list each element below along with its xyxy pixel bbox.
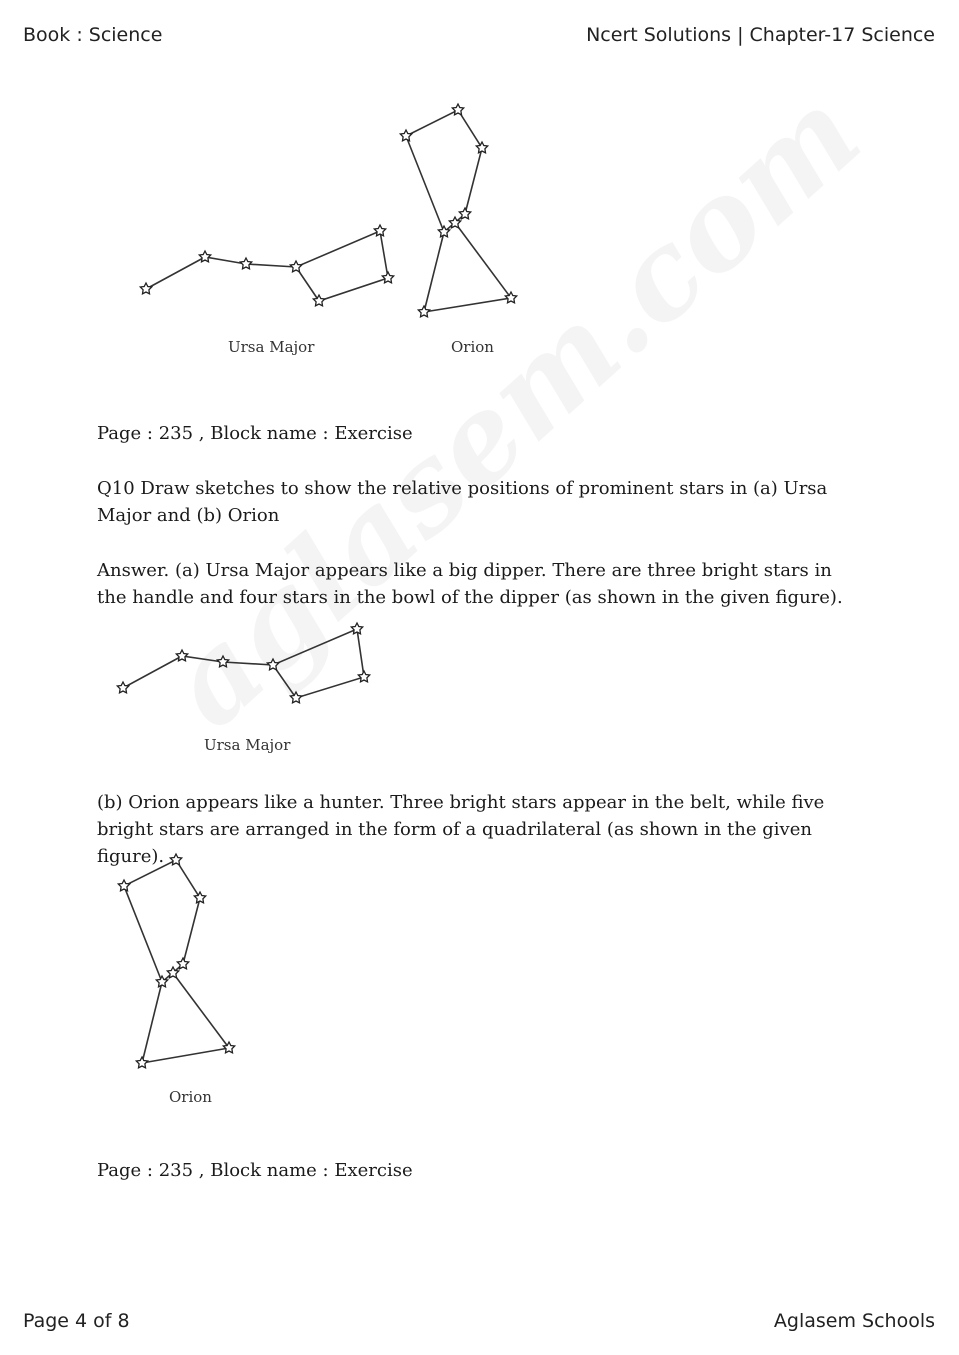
footer-publisher: Aglasem Schools bbox=[773, 1310, 935, 1332]
block-ref-1 bbox=[97, 420, 857, 447]
figure-orion bbox=[0, 850, 959, 1110]
header-book: Book : Science bbox=[23, 24, 163, 46]
caption-orion-2: Orion bbox=[169, 1088, 212, 1106]
footer-page-number: Page 4 of 8 bbox=[23, 1310, 130, 1332]
answer-a-text: Answer. (a) Ursa Major appears like a big dipper. There are three bright stars in the handle and four stars in the bowl of the dipper (as shown in the given figure). bbox=[97, 560, 843, 608]
caption-ursa-major-2: Ursa Major bbox=[204, 736, 291, 754]
question-text: Q10 Draw sketches to show the relative positions of prominent stars in (a) Ursa Major and (b) Orion bbox=[97, 478, 828, 526]
header-chapter: Ncert Solutions | Chapter-17 Science bbox=[586, 24, 935, 46]
figure-ursa-major-orion bbox=[0, 0, 959, 380]
question-block bbox=[97, 475, 857, 529]
orion-stars bbox=[400, 104, 516, 317]
caption-ursa-major: Ursa Major bbox=[228, 338, 315, 356]
page-ref-text-2: Page : 235 , Block name : Exercise bbox=[97, 1160, 413, 1181]
page-ref-text: Page : 235 , Block name : Exercise bbox=[97, 423, 413, 444]
caption-orion: Orion bbox=[451, 338, 494, 356]
block-ref-2 bbox=[97, 1157, 857, 1184]
figure-ursa-major bbox=[0, 615, 959, 765]
answer-b-text: (b) Orion appears like a hunter. Three bright stars appear in the belt, while five bright stars are arranged in the form of a quadrilateral (as shown in the given figure). bbox=[97, 792, 825, 867]
answer-a-block bbox=[97, 557, 857, 611]
